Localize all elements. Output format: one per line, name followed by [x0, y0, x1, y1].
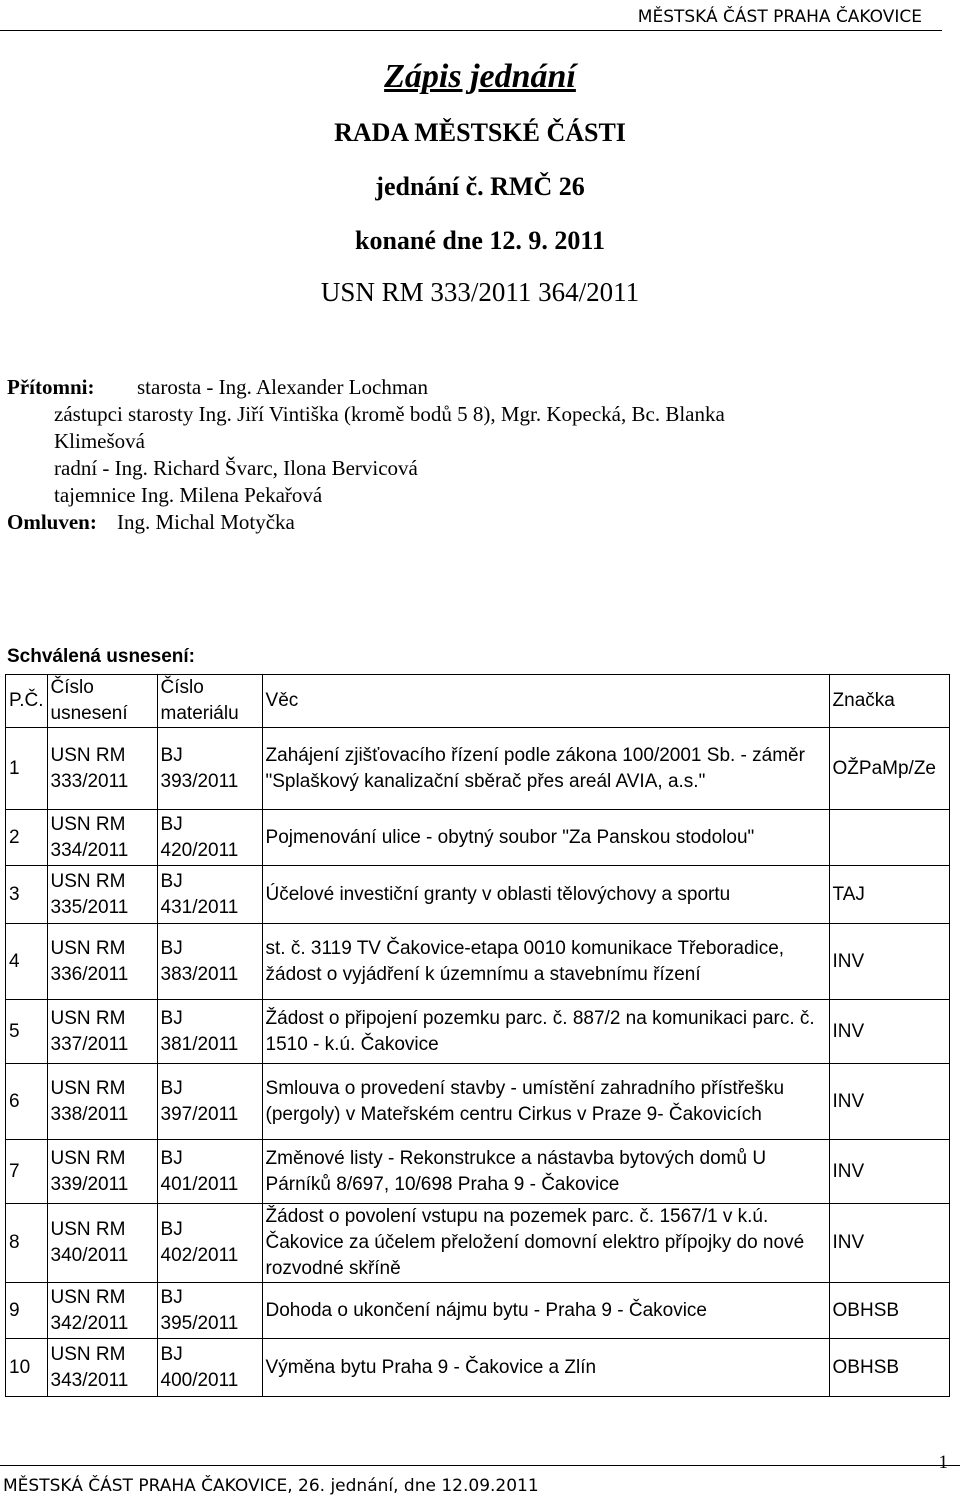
resolution-number: USN RM 342/2011 [47, 1283, 157, 1339]
meeting-number: jednání č. RMČ 26 [375, 172, 585, 201]
present-line-2: zástupci starosty Ing. Jiří Vintiška (kromě bodů 5 8), Mgr. Kopecká, Bc. Blanka [54, 402, 725, 426]
present-line-1: starosta - Ing. Alexander Lochman [137, 375, 428, 399]
row-number: 6 [6, 1064, 48, 1140]
row-number: 3 [6, 866, 48, 924]
material-number: BJ 383/2011 [157, 924, 262, 1000]
material-number: BJ 431/2011 [157, 866, 262, 924]
table-row [6, 1339, 950, 1397]
row-mark: TAJ [829, 866, 949, 924]
row-subject: Zahájení zjišťovacího řízení podle zákona 100/2001 Sb. - záměr "Splaškový kanalizační sběrač přes areál AVIA, a.s." [262, 728, 829, 810]
resolution-number: USN RM 338/2011 [47, 1064, 157, 1140]
row-number: 1 [6, 728, 48, 810]
row-subject: Žádost o povolení vstupu na pozemek parc. č. 1567/1 v k.ú. Čakovice za účelem přeložení domovní elektro přípojky do nové rozvodné skříně [262, 1204, 829, 1283]
row-number: 8 [6, 1204, 48, 1283]
material-number: BJ 395/2011 [157, 1283, 262, 1339]
table-row [6, 1064, 950, 1140]
section-title: Schválená usnesení: [7, 646, 195, 667]
material-number: BJ 400/2011 [157, 1339, 262, 1397]
row-number: 9 [6, 1283, 48, 1339]
material-number: BJ 397/2011 [157, 1064, 262, 1140]
header-mark: Značka [829, 675, 949, 728]
row-subject: Pojmenování ulice - obytný soubor "Za Panskou stodolou" [262, 810, 829, 866]
row-subject: Výměna bytu Praha 9 - Čakovice a Zlín [262, 1339, 829, 1397]
header-material: Číslo materiálu [157, 675, 262, 728]
resolution-number: USN RM 343/2011 [47, 1339, 157, 1397]
row-mark: OBHSB [829, 1339, 949, 1397]
row-mark: INV [829, 924, 949, 1000]
table-row [6, 728, 950, 810]
resolutions-table [5, 674, 950, 1397]
row-mark: OŽPaMp/Ze [829, 728, 949, 810]
row-mark: OBHSB [829, 1283, 949, 1339]
row-number: 7 [6, 1140, 48, 1204]
present-line-5: tajemnice Ing. Milena Pekařová [54, 483, 323, 507]
table-row [6, 924, 950, 1000]
present-line-4: radní - Ing. Richard Švarc, Ilona Bervicová [54, 456, 418, 480]
footer-text: MĚSTSKÁ ČÁST PRAHA ČAKOVICE, 26. jednání, dne 12.09.2011 [3, 1476, 539, 1496]
table-row [6, 1283, 950, 1339]
resolution-number: USN RM 339/2011 [47, 1140, 157, 1204]
row-subject: Žádost o připojení pozemku parc. č. 887/2 na komunikaci parc. č. 1510 - k.ú. Čakovice [262, 1000, 829, 1064]
row-subject: Smlouva o provedení stavby - umístění zahradního přístřešku (pergoly) v Mateřském centru Cirkus v Praze 9- Čakovicích [262, 1064, 829, 1140]
resolution-number: USN RM 336/2011 [47, 924, 157, 1000]
row-number: 10 [6, 1339, 48, 1397]
row-number: 2 [6, 810, 48, 866]
row-subject: Změnové listy - Rekonstrukce a nástavba bytových domů U Párníků 8/697, 10/698 Praha 9 - Čakovice [262, 1140, 829, 1204]
page-number: 1 [938, 1452, 948, 1473]
material-number: BJ 381/2011 [157, 1000, 262, 1064]
header-pc: P.Č. [6, 675, 48, 728]
resolution-number: USN RM 337/2011 [47, 1000, 157, 1064]
row-subject: Dohoda o ukončení nájmu bytu - Praha 9 - Čakovice [262, 1283, 829, 1339]
present-line-3: Klimešová [54, 429, 145, 453]
table-row [6, 1000, 950, 1064]
body-name: RADA MĚSTSKÉ ČÁSTI [334, 118, 626, 147]
header-resolution: Číslo usnesení [47, 675, 157, 728]
row-mark: INV [829, 1140, 949, 1204]
row-subject: st. č. 3119 TV Čakovice-etapa 0010 komunikace Třeboradice, žádost o vyjádření k územnímu a stavebnímu řízení [262, 924, 829, 1000]
present-label: Přítomni: [7, 375, 95, 399]
resolution-range: USN RM 333/2011 364/2011 [320, 277, 640, 307]
material-number: BJ 393/2011 [157, 728, 262, 810]
row-number: 4 [6, 924, 48, 1000]
table-row [6, 866, 950, 924]
material-number: BJ 402/2011 [157, 1204, 262, 1283]
document-title: Zápis jednání [384, 58, 576, 95]
header-subject: Věc [262, 675, 829, 728]
table-row [6, 1140, 950, 1204]
material-number: BJ 401/2011 [157, 1140, 262, 1204]
row-mark [829, 810, 949, 866]
resolution-number: USN RM 335/2011 [47, 866, 157, 924]
meeting-date: konané dne 12. 9. 2011 [355, 226, 605, 255]
page-footer [0, 1465, 960, 1498]
table-header-row [6, 675, 950, 728]
resolution-number: USN RM 334/2011 [47, 810, 157, 866]
row-mark: INV [829, 1000, 949, 1064]
row-mark: INV [829, 1064, 949, 1140]
row-mark: INV [829, 1204, 949, 1283]
header-text: MĚSTSKÁ ČÁST PRAHA ČAKOVICE [637, 7, 922, 27]
row-number: 5 [6, 1000, 48, 1064]
table-row [6, 810, 950, 866]
row-subject: Účelové investiční granty v oblasti tělovýchovy a sportu [262, 866, 829, 924]
page-header [0, 0, 942, 31]
resolution-number: USN RM 333/2011 [47, 728, 157, 810]
table-row [6, 1204, 950, 1283]
excused-label: Omluven: [7, 510, 97, 534]
material-number: BJ 420/2011 [157, 810, 262, 866]
resolution-number: USN RM 340/2011 [47, 1204, 157, 1283]
excused-name: Ing. Michal Motyčka [117, 510, 295, 534]
